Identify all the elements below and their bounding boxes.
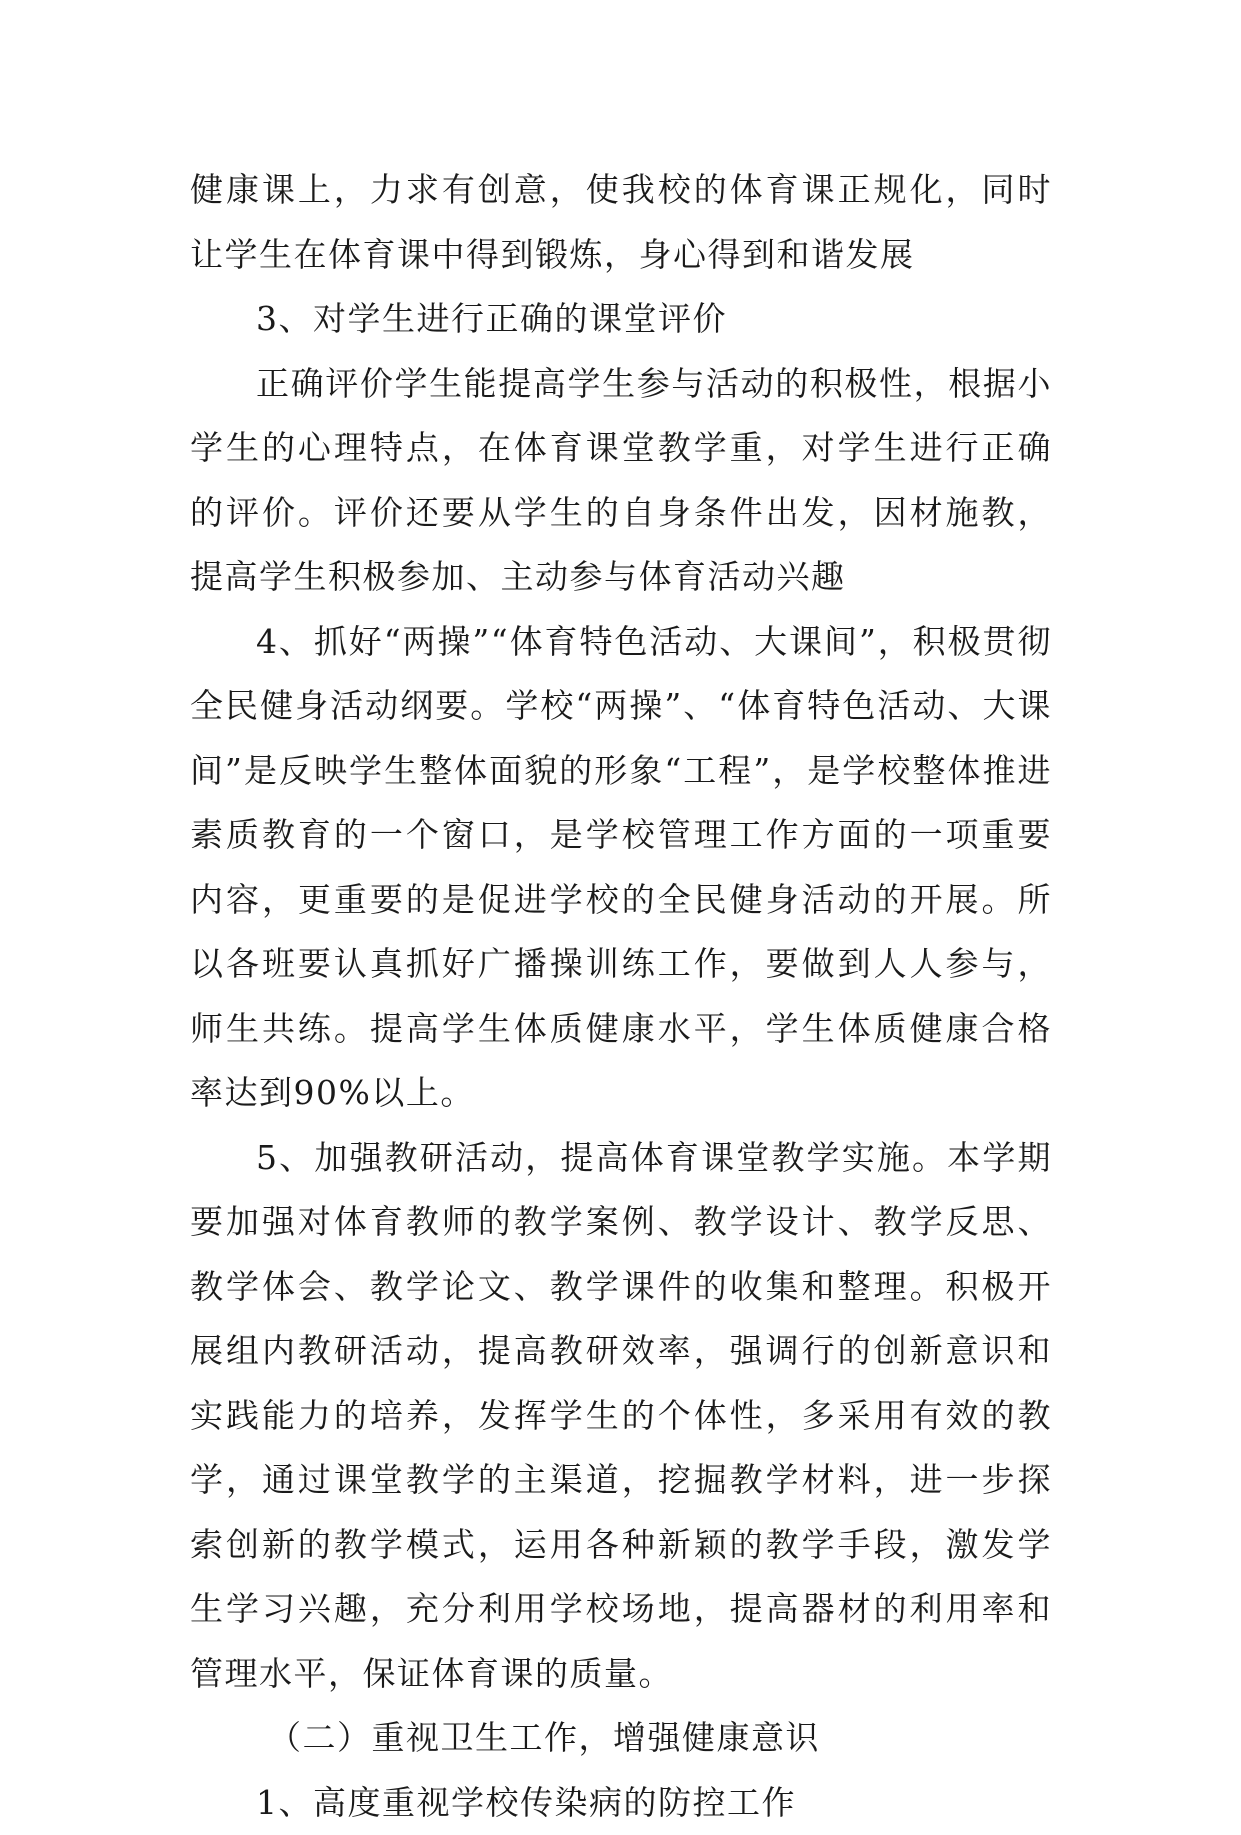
subheading-disease-control: 1、高度重视学校传染病的防控工作 (190, 1771, 1052, 1835)
paragraph-item-5: 5、加强教研活动，提高体育课堂教学实施。本学期要加强对体育教师的教学案例、教学设计、教学反思、教学体会、教学论文、教学课件的收集和整理。积极开展组内教研活动，提高教研效率，强调行的创新意识和实践能力的培养，发挥学生的个体性，多采用有效的教学，通过课堂教学的主渠道，挖掘教学材料，进一步探索创新的教学模式，运用各种新颖的教学手段，激发学生学习兴趣，充分利用学校场地，提高器材的利用率和管理水平，保证体育课的质量。 (190, 1126, 1052, 1707)
paragraph-continuation: 健康课上，力求有创意，使我校的体育课正规化，同时让学生在体育课中得到锻炼，身心得到和谐发展 (190, 158, 1052, 287)
section-heading-hygiene: （二）重视卫生工作，增强健康意识 (190, 1706, 1052, 1771)
subheading-evaluation: 3、对学生进行正确的课堂评价 (190, 287, 1052, 352)
paragraph-item-4: 4、抓好“两操”“体育特色活动、大课间”，积极贯彻全民健身活动纲要。学校“两操”、“体育特色活动、大课间”是反映学生整体面貌的形象“工程”，是学校整体推进素质教育的一个窗口，是学校管理工作方面的一项重要内容，更重要的是促进学校的全民健身活动的开展。所以各班要认真抓好广播操训练工作，要做到人人参与，师生共练。提高学生体质健康水平，学生体质健康合格率达到90%以上。 (190, 610, 1052, 1126)
document-body (190, 158, 1052, 1835)
paragraph-evaluation: 正确评价学生能提高学生参与活动的积极性，根据小学生的心理特点，在体育课堂教学重，对学生进行正确的评价。评价还要从学生的自身条件出发，因材施教，提高学生积极参加、主动参与体育活动兴趣 (190, 352, 1052, 610)
